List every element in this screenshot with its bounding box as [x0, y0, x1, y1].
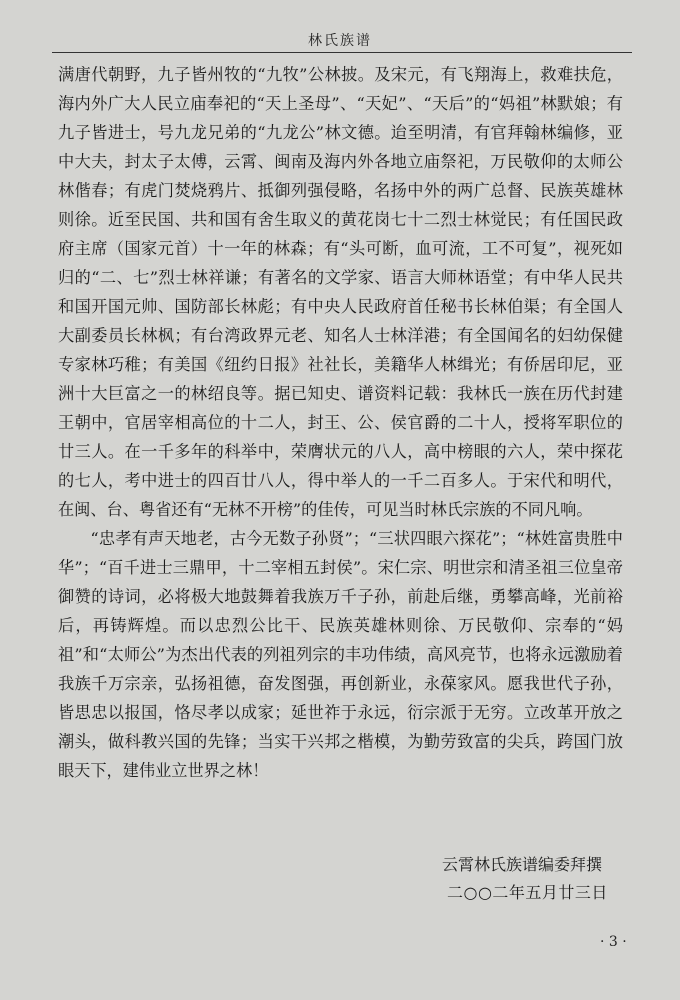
signature-date: 二○○二年五月廿三日 — [447, 883, 608, 902]
signature-author: 云霄林氏族谱编委拜撰 — [442, 855, 603, 874]
body-text — [58, 60, 623, 785]
paragraph-closing-exhortation: “忠孝有声天地老，古今无数子孙贤”；“三状四眼六探花”；“林姓富贵胜中华”；“百千进士三鼎甲，十二宰相五封侯”。宋仁宗、明世宗和清圣祖三位皇帝御赞的诗词，必将极大地鼓舞着我族万千子孙，前赴后继，勇攀高峰，光前裕后，再铸辉煌。而以忠烈公比干、民族英雄林则徐、万民敬仰、宗奉的“妈祖”和“太师公”为杰出代表的列祖列宗的丰功伟绩，高风亮节，也将永远激励着我族千万宗亲，弘扬祖德，奋发图强，再创新业，永葆家风。愿我世代子孙，皆思忠以报国，恪尽孝以成家；延世祚于永远，衍宗派于无穷。立改革开放之潮头，做科教兴国的先锋；当实干兴邦之楷模，为勤劳致富的尖兵，跨国门放眼天下，建伟业立世界之林！ — [58, 529, 623, 780]
header-rule — [52, 52, 632, 53]
page-number: · 3 · — [600, 934, 627, 950]
paragraph-lineage-figures: 满唐代朝野，九子皆州牧的“九牧”公林披。及宋元，有飞翔海上，救难扶危，海内外广大人民立庙奉祀的“天上圣母”、“天妃”、“天后”的“妈祖”林默娘；有九子皆进士，号九龙兄弟的“九龙公”林文德。迨至明清，有官拜翰林编修，亚中大夫，封太子太傅，云霄、闽南及海内外各地立庙祭祀，万民敬仰的太师公林偕春；有虎门焚烧鸦片、抵御列强侵略，名扬中外的两广总督、民族英雄林则徐。近至民国、共和国有舍生取义的黄花岗七十二烈士林觉民；有任国民政府主席（国家元首）十一年的林森；有“头可断，血可流，工不可复”，视死如归的“二、七”烈士林祥谦；有著名的文学家、语言大师林语堂；有中华人民共和国开国元帅、国防部长林彪；有中央人民政府首任秘书长林伯渠；有全国人大副委员长林枫；有台湾政界元老、知名人士林洋港；有全国闻名的妇幼保健专家林巧稚；有美国《纽约日报》社社长，美籍华人林缉光；有侨居印尼，亚洲十大巨富之一的林绍良等。据已知史、谱资料记载：我林氏一族在历代封建王朝中，官居宰相高位的十二人，封王、公、侯官爵的二十人，授将军职位的廿三人。在一千多年的科举中，荣膺状元的八人，高中榜眼的六人，荣中探花的七人，考中进士的四百廿八人，得中举人的一千二百多人。于宋代和明代，在闽、台、粤省还有“无林不开榜”的佳传，可见当时林氏宗族的不同凡响。 — [58, 65, 623, 519]
running-header-title: 林氏族谱 — [308, 33, 372, 49]
